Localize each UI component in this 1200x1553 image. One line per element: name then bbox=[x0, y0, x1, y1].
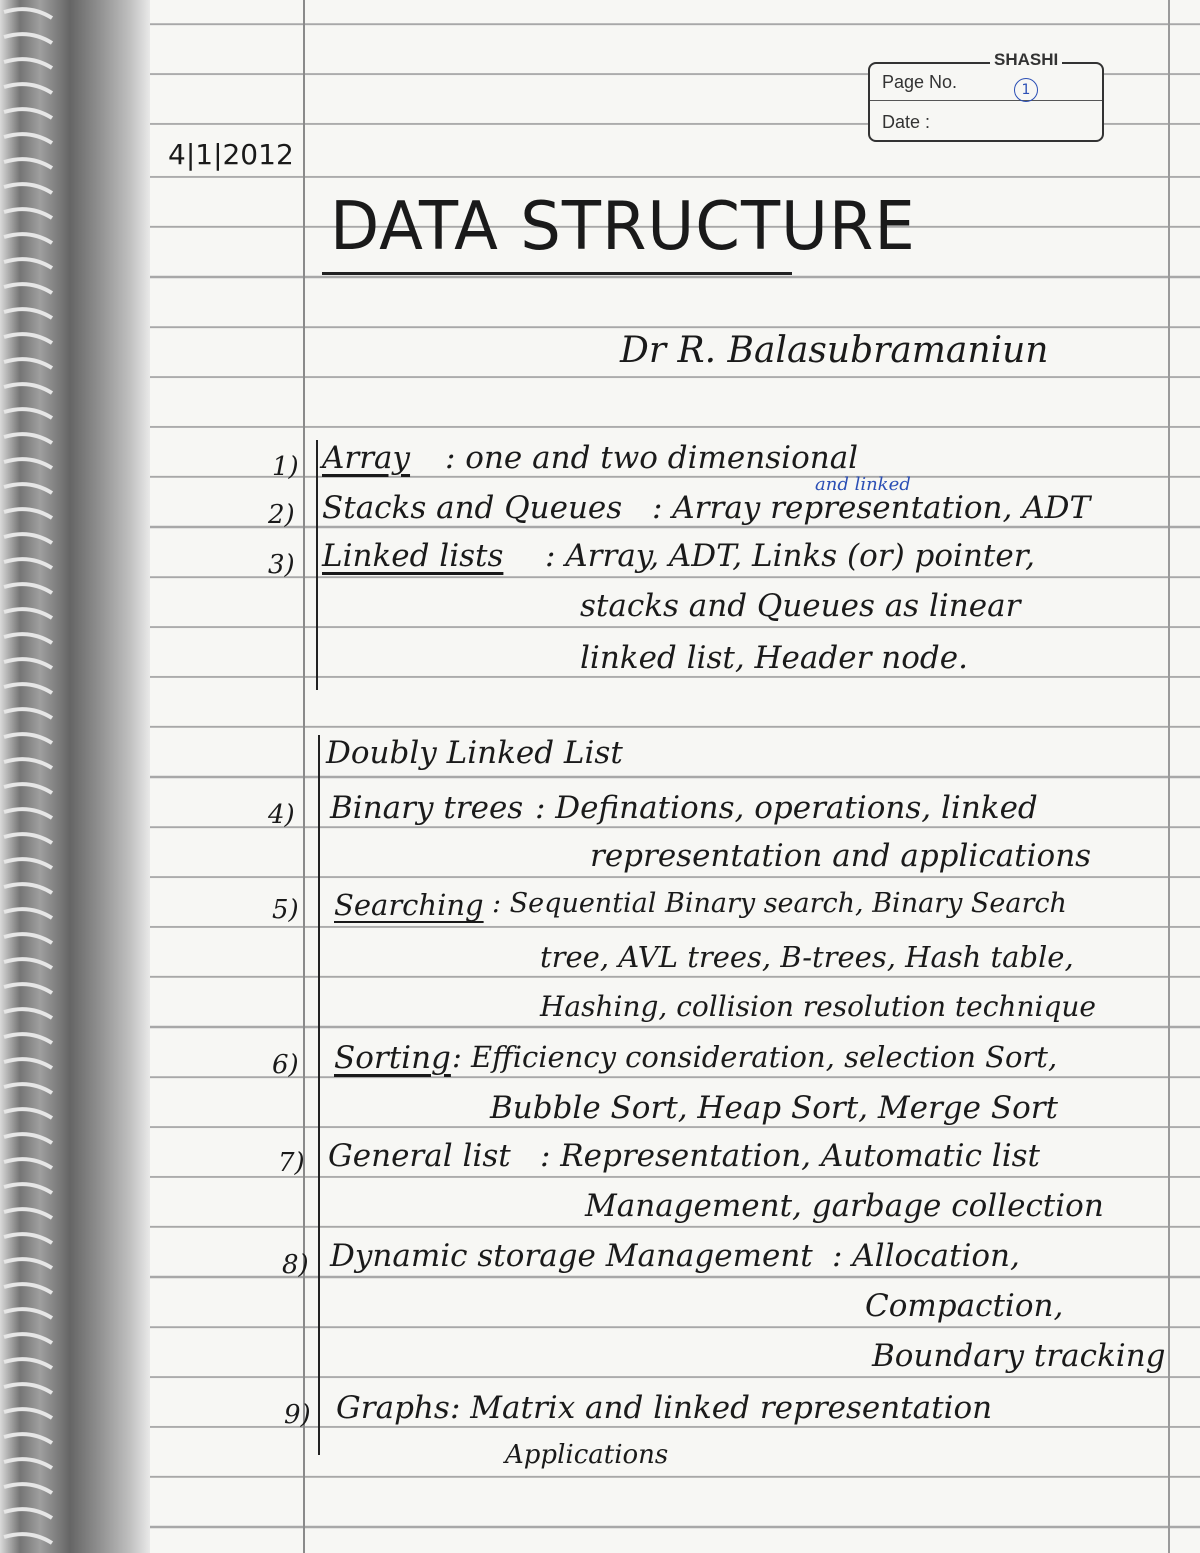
topic-line: stacks and Queues as linear bbox=[580, 588, 1021, 624]
spiral-ring bbox=[4, 959, 52, 968]
spiral-ring bbox=[4, 1234, 52, 1243]
topic-heading: Linked lists bbox=[322, 538, 504, 574]
topic-line: Hashing, collision resolution technique bbox=[540, 990, 1096, 1023]
topic-line: Compaction, bbox=[865, 1288, 1064, 1324]
spiral-ring bbox=[4, 1384, 52, 1393]
topic-line: Boundary tracking bbox=[872, 1338, 1166, 1374]
spiral-ring bbox=[4, 559, 52, 568]
spiral-ring bbox=[4, 1309, 52, 1318]
margin-line bbox=[303, 0, 305, 1553]
topic-line: : Allocation, bbox=[832, 1238, 1020, 1274]
spiral-ring bbox=[4, 84, 52, 93]
spiral-ring bbox=[4, 1059, 52, 1068]
page-info-box bbox=[868, 62, 1104, 142]
spiral-ring bbox=[4, 509, 52, 518]
spiral-ring bbox=[4, 434, 52, 443]
spiral-ring bbox=[4, 709, 52, 718]
item-number: 8) bbox=[282, 1250, 309, 1280]
spiral-ring bbox=[4, 1284, 52, 1293]
item-number: 4) bbox=[268, 800, 295, 830]
topic-line: linked list, Header node. bbox=[580, 640, 968, 676]
topic-heading: Array bbox=[322, 440, 411, 476]
topic-line: : Efficiency consideration, selection Sort, bbox=[452, 1040, 1058, 1074]
item-number: 9) bbox=[284, 1400, 311, 1430]
margin-stroke bbox=[316, 440, 318, 690]
spiral-ring bbox=[4, 984, 52, 993]
spiral-ring bbox=[4, 784, 52, 793]
spiral-ring bbox=[4, 909, 52, 918]
topic-heading: Dynamic storage Management bbox=[330, 1238, 813, 1274]
spiral-ring bbox=[4, 159, 52, 168]
spiral-ring bbox=[4, 209, 52, 218]
spiral-ring bbox=[4, 359, 52, 368]
spiral-ring bbox=[4, 859, 52, 868]
spiral-ring bbox=[4, 234, 52, 243]
spiral-ring bbox=[4, 1484, 52, 1493]
page-number: 1 bbox=[1014, 78, 1038, 102]
margin-stroke bbox=[318, 735, 320, 1455]
topic-line: : Definations, operations, linked bbox=[535, 790, 1038, 826]
spiral-ring bbox=[4, 659, 52, 668]
topic-line: Management, garbage collection bbox=[585, 1188, 1104, 1224]
topic-heading: Stacks and Queues bbox=[322, 490, 623, 526]
handwritten-date: 4|1|2012 bbox=[168, 138, 294, 171]
item-number: 1) bbox=[272, 452, 299, 482]
topic-line: : Array, ADT, Links (or) pointer, bbox=[545, 538, 1035, 574]
topic-heading: General list bbox=[328, 1138, 511, 1174]
author-name: Dr R. Balasubramaniun bbox=[620, 330, 1049, 371]
spiral-ring bbox=[4, 1134, 52, 1143]
item-number: 3) bbox=[268, 550, 295, 580]
item-number: 6) bbox=[272, 1050, 299, 1080]
topic-line: : Array representation, ADT bbox=[652, 490, 1091, 526]
spiral-ring bbox=[4, 284, 52, 293]
topic-heading: Binary trees bbox=[330, 790, 524, 826]
page-no-label: Page No. bbox=[882, 72, 958, 92]
page-title: DATA STRUCTURE bbox=[330, 188, 916, 266]
spiral-ring bbox=[4, 1034, 52, 1043]
spiral-ring bbox=[4, 1409, 52, 1418]
topic-heading: Graphs bbox=[336, 1390, 450, 1426]
spiral-ring bbox=[4, 584, 52, 593]
topic-line: : one and two dimensional bbox=[445, 440, 859, 476]
topic-line: : Sequential Binary search, Binary Search bbox=[492, 888, 1067, 919]
spiral-ring bbox=[4, 1334, 52, 1343]
spiral-ring bbox=[4, 34, 52, 43]
topic-line: : Representation, Automatic list bbox=[540, 1138, 1040, 1174]
topic-heading: Searching bbox=[334, 888, 484, 922]
spiral-ring bbox=[4, 1109, 52, 1118]
spiral-ring bbox=[4, 1159, 52, 1168]
item-number: 5) bbox=[272, 895, 299, 925]
spiral-ring bbox=[4, 184, 52, 193]
spiral-ring bbox=[4, 809, 52, 818]
spiral-ring bbox=[4, 734, 52, 743]
topic-line: Applications bbox=[505, 1440, 669, 1470]
spiral-ring bbox=[4, 9, 52, 18]
spiral-ring bbox=[4, 684, 52, 693]
spiral-ring bbox=[4, 1084, 52, 1093]
spiral-ring bbox=[4, 609, 52, 618]
spiral-ring bbox=[4, 834, 52, 843]
spiral-ring bbox=[4, 1434, 52, 1443]
spiral-ring bbox=[4, 1509, 52, 1518]
topic-line: representation and applications bbox=[590, 838, 1092, 874]
spiral-ring bbox=[4, 484, 52, 493]
spiral-ring bbox=[4, 334, 52, 343]
spiral-ring bbox=[4, 1009, 52, 1018]
item-number: 7) bbox=[278, 1148, 305, 1178]
spiral-ring bbox=[4, 1359, 52, 1368]
spiral-ring bbox=[4, 1209, 52, 1218]
topic-heading: Doubly Linked List bbox=[326, 735, 623, 771]
spiral-ring bbox=[4, 384, 52, 393]
spiral-ring bbox=[4, 409, 52, 418]
title-underline bbox=[322, 272, 792, 275]
spiral-ring bbox=[4, 459, 52, 468]
spiral-ring bbox=[4, 1184, 52, 1193]
spiral-ring bbox=[4, 259, 52, 268]
spiral-ring bbox=[4, 884, 52, 893]
spiral-ring bbox=[4, 109, 52, 118]
topic-line: : Matrix and linked representation bbox=[450, 1390, 993, 1426]
spiral-ring bbox=[4, 1259, 52, 1268]
page-info-divider bbox=[870, 100, 1102, 101]
spiral-binding bbox=[0, 0, 60, 1553]
inserted-note: and linked bbox=[815, 474, 911, 495]
spiral-ring bbox=[4, 1459, 52, 1468]
spiral-ring bbox=[4, 534, 52, 543]
spiral-ring bbox=[4, 309, 52, 318]
spiral-ring bbox=[4, 134, 52, 143]
spiral-ring bbox=[4, 634, 52, 643]
topic-heading: Sorting bbox=[334, 1040, 451, 1076]
brand-label: SHASHI bbox=[990, 50, 1062, 70]
date-label: Date : bbox=[882, 112, 931, 132]
topic-line: tree, AVL trees, B-trees, Hash table, bbox=[540, 940, 1074, 974]
spiral-ring bbox=[4, 759, 52, 768]
topic-line: Bubble Sort, Heap Sort, Merge Sort bbox=[490, 1090, 1059, 1126]
spiral-ring bbox=[4, 59, 52, 68]
spiral-ring bbox=[4, 934, 52, 943]
right-margin-line bbox=[1168, 0, 1170, 1553]
item-number: 2) bbox=[268, 500, 295, 530]
spiral-ring bbox=[4, 1534, 52, 1543]
